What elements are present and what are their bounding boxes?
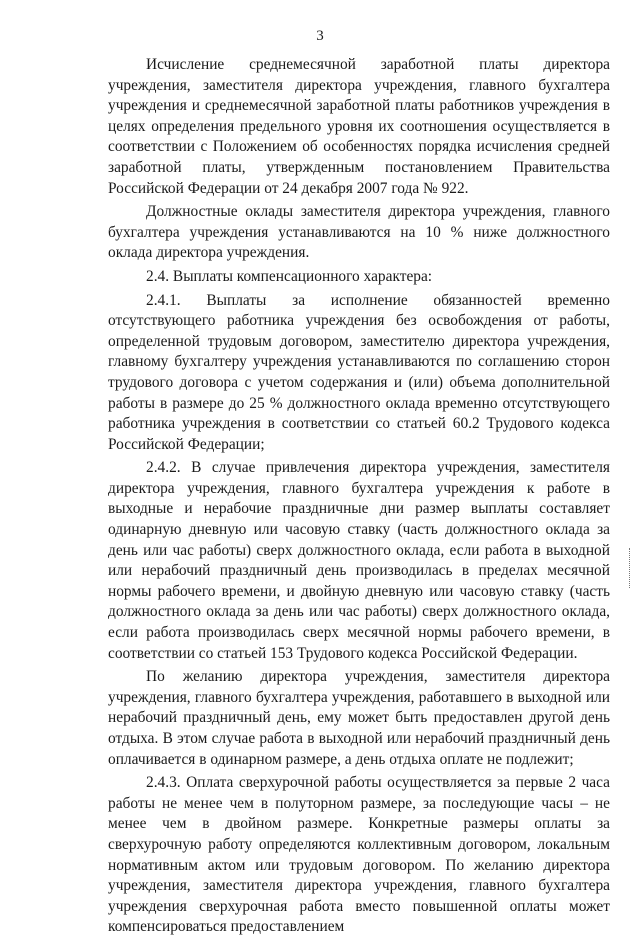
paragraph-salary-calculation: Исчисление среднемесячной заработной платы директора учреждения, заместителя директора учреждения, главного бухгалтера учреждения и среднемесячной заработной платы работников учреждения в целях определения предельного уровня их соотношения осуществляется в соответствии с Положением об особенностях порядка исчисления средней заработной платы, утвержденным постановлением Правительства Российской Федерации от 24 декабря 2007 года № 922. [108,56,610,197]
document-body [108,55,610,938]
page-number: 3 [316,28,324,44]
paragraph-official-salaries: Должностные оклады заместителя директора учреждения, главного бухгалтера учреждения устанавливаются на 10 % ниже должностного оклада директора учреждения. [108,203,610,262]
scan-artifact [629,548,632,588]
section-heading-compensation-payments: 2.4. Выплаты компенсационного характера: [146,267,433,285]
paragraph-2-4-2: 2.4.2. В случае привлечения директора учреждения, заместителя директора учреждения, главного бухгалтера учреждения к работе в выходные и нерабочие праздничные дни размер выплаты составляет одинарную дневную или часовую ставку (часть должностного оклада за день или час работы) сверх должностного оклада, если работа в выходной или нерабочий праздничный день производилась в пределах месячной нормы рабочего времени, и двойную дневную или часовую ставку (часть должностного оклада за день или час работы) сверх должностного оклада, если работа производилась сверх месячной нормы рабочего времени, в соответствии со статьей 153 Трудового кодекса Российской Федерации. [108,459,610,662]
paragraph-2-4-3: 2.4.3. Оплата сверхурочной работы осуществляется за первые 2 часа работы не менее чем в полуторном размере, за последующие часы – не менее чем в двойном размере. Конкретные размеры оплаты за сверхурочную работу определяются коллективным договором, локальным нормативным актом или трудовым договором. По желанию директора учреждения, заместителя директора учреждения, главного бухгалтера учреждения сверхурочная работа вместо повышенной оплаты может компенсироваться предоставлением [108,774,610,936]
paragraph-day-off: По желанию директора учреждения, заместителя директора учреждения, главного бухгалтера учреждения, работавшего в выходной или нерабочий праздничный день, ему может быть предоставлен другой день отдыха. В этом случае работа в выходной или нерабочий праздничный день оплачивается в одинарном размере, а день отдыха оплате не подлежит; [108,668,610,768]
paragraph-2-4-1: 2.4.1. Выплаты за исполнение обязанностей временно отсутствующего работника учреждения без освобождения от работы, определенной трудовым договором, заместителю директора учреждения, главному бухгалтеру учреждения устанавливаются по соглашению сторон трудового договора с учетом содержания и (или) объема дополнительной работы в размере до 25 % должностного оклада временно отсутствующего работника учреждения в соответствии со статьей 60.2 Трудового кодекса Российской Федерации; [108,291,610,453]
